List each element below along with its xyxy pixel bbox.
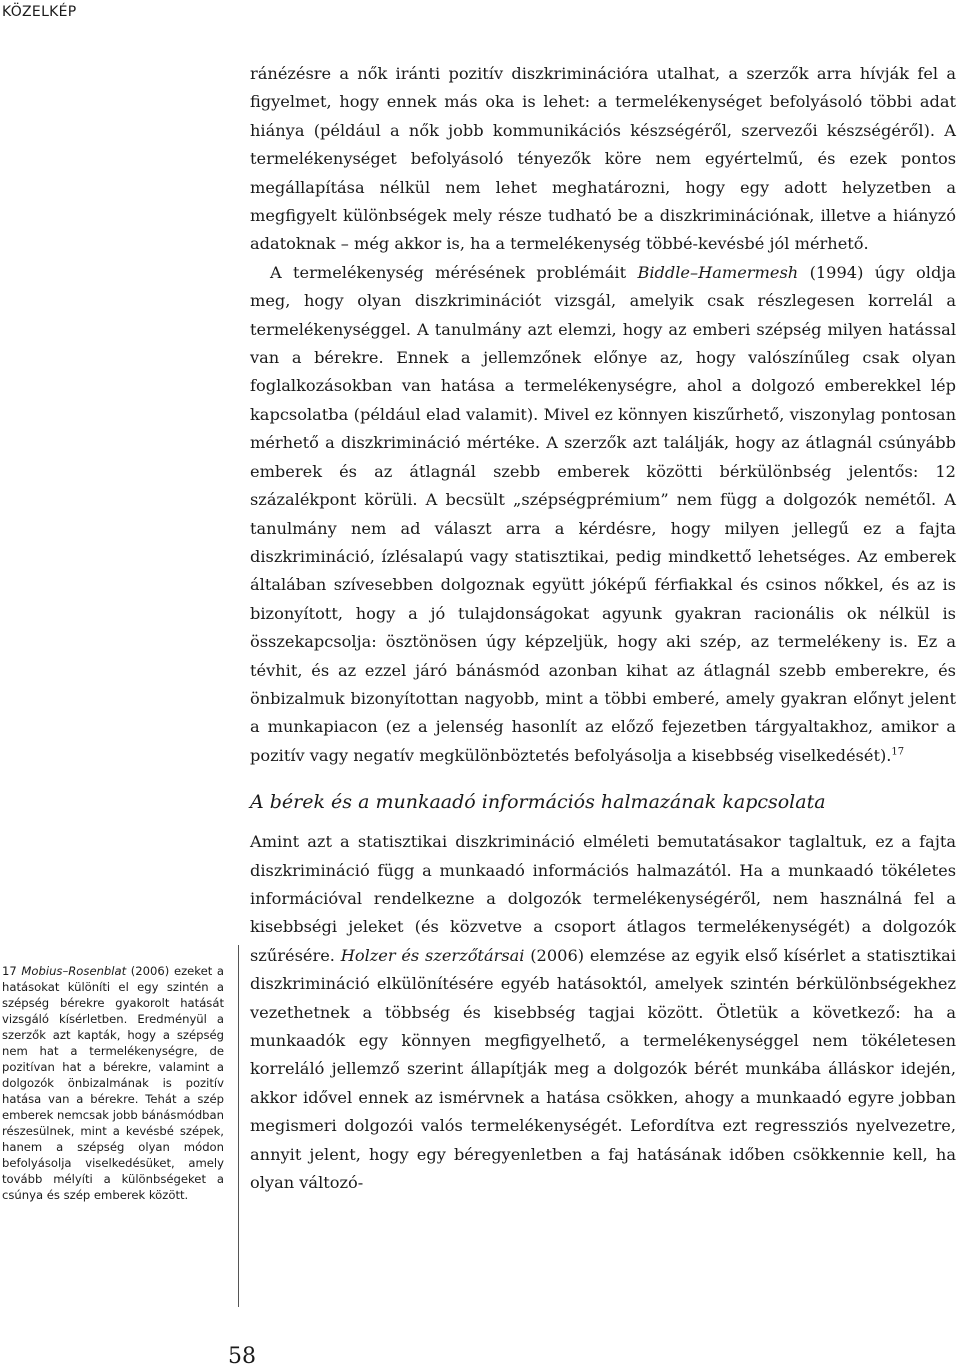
paragraph-3-text-start: Amint azt a statisztikai diszkrimináció elméleti bemutatásakor taglaltuk, ez a fajta diszkrimináció függ a munkaadó információs halmazától. Ha a munkaadó tökéletes információval rendelkezne a dolgozók termelékenységéről, nem használná fel a kisebbségi jeleket (és közvetve a csoport átlagos termelékenységét) a dolgozók szűrésére. — [250, 832, 956, 965]
footnote-reference[interactable]: 17 — [891, 746, 905, 758]
sidebar-footnote — [2, 963, 224, 1203]
paragraph-2-text-rest: (1994) úgy oldja meg, hogy olyan diszkriminációt vizsgál, amelyik csak részlegesen korrelál a termelékenységgel. A tanulmány azt elemzi, hogy az emberi szépség milyen hatással van a bérekre. Ennek a jellemzőnek előnye az, hogy valószínűleg csak olyan foglalkozásokban van hatása a termelékenységre, ahol a dolgozó emberekkel lép kapcsolatba (például elad valamit). Mivel ez könnyen kiszűrhető, viszonylag pontosan mérhető a diszkrimináció mértéke. A szerzők azt találják, hogy az átlagnál csúnyább emberek és az átlagnál szebb emberek közötti bérkülönbség jelentős: 12 százalékpont körüli. A becsült „szépségprémium” nem függ a dolgozók nemétől. A tanulmány nem ad választ arra a kérdésre, hogy milyen jellegű ez a fajta diszkrimináció, ízlésalapú vagy statisztikai, pedig mindkettő lehetséges. Az emberek általában szívesebben dolgoznak együtt jóképű férfiakkal és csinos nőkkel, és az is bizonyított, hogy a jó tulajdonságokat agyunk gyakran racionális ok nélkül is összekapcsolja: ösztönösen úgy képzeljük, hogy aki szép, az termelékeny is. Ez a tévhit, és az ezzel járó bánásmód azonban kihat az átlagnál szebb emberekre, és önbizalmuk bizonyítottan nagyobb, mint a többi emberé, amely gyakran előnyt jelent a munkapiacon (ez a jelenség hasonlít az előző fejezetben tárgyaltakhoz, amikor a pozitív vagy negatív megkülönböztetés befolyásolja a kisebbség viselkedését). — [250, 262, 956, 765]
citation-biddle-hamermesh: Biddle–Hamermesh — [637, 262, 799, 282]
citation-mobius-rosenblat: Mobius–Rosenblat — [21, 964, 127, 978]
paragraph-3-text-rest: (2006) elemzése az egyik első kísérlet a statisztikai diszkrimináció elkülönítésére egyéb hatásoktól, amelyek szintén bérkülönbségekhez vezethetnek a többség és kisebbség tagjai között. Ötletük a következő: ha a munkaadók egy könnyen megfigyelhető, a termelékenységgel nem tökéletesen korreláló jellemző szerint állapítják meg a dolgozók bérét munkába álláskor idején, akkor idővel ennek az ismérvnek a hatása csökken, ahogy a munkaadó egyre jobban megismeri dolgozói valós termelékenységét. Lefordítva ezt regressziós nyelvezetre, annyit jelent, hogy egy béregyenletben a faj hatásának időben csökkennie kell, ha olyan változó- — [250, 945, 956, 1193]
footnote-divider — [238, 945, 239, 1307]
paragraph-3 — [250, 828, 956, 1197]
paragraph-1: ránézésre a nők iránti pozitív diszkriminációra utalhat, a szerzők arra hívják fel a figyelmet, hogy ennek más oka is lehet: a termelékenységet befolyásoló többi adat hiánya (például a nők jobb kommunikációs készségéről, szervezői készségéről). A termelékenységet befolyásoló tényezők köre nem egyértelmű, és ezek pontos megállapítása nélkül nem lehet meghatározni, hogy egy adott helyzetben a megfigyelt különbségek mely része tudható be a diszkriminációnak, illetve a hiányzó adatoknak – még akkor is, ha a termelékenység többé-kevésbé jól mérhető. — [250, 64, 956, 254]
paragraph-2 — [250, 259, 956, 770]
citation-holzer: Holzer és szerzőtársai — [340, 945, 525, 965]
section-heading: A bérek és a munkaadó információs halmazának kapcsolata — [250, 791, 826, 814]
footnote-number: 17 — [2, 964, 17, 978]
section-label: KÖZELKÉP — [2, 4, 77, 20]
footnote-text: (2006) ezeket a hatásokat különíti el egy szintén a szépség bérekre gyakorolt hatását vizsgáló kísérletben. Eredményül a szerzők azt kapták, hogy a szépség nem hat a termelékenységre, de pozitívan hat a bérekre, valamint a dolgozók önbizalmának is pozitív hatása van a bérekre. Tehát a szép emberek nemcsak jobb bánásmódban részesülnek, mint a kevésbé szépek, hanem a szépség olyan módon befolyásolja viselkedésüket, amely tovább mélyíti a különbségeket a csúnya és szép emberek között. — [2, 964, 224, 1202]
main-text-column — [250, 60, 956, 1197]
page-number: 58 — [228, 1344, 256, 1369]
paragraph-2-text-start: A termelékenység mérésének problémáit — [270, 262, 638, 282]
